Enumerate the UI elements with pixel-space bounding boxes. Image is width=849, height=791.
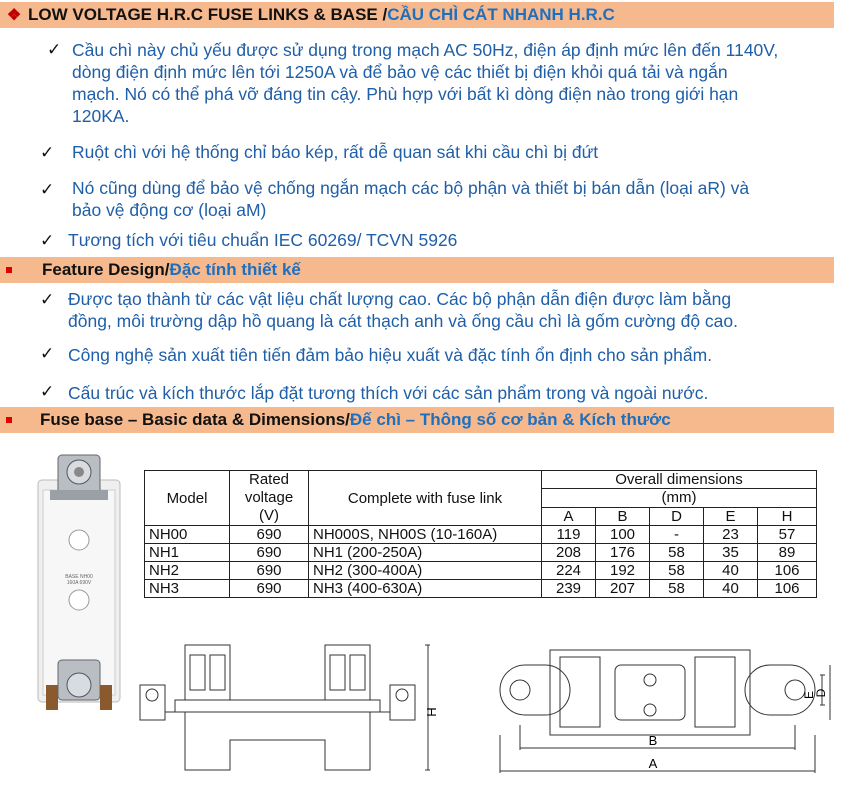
dim-label-h: H [424,707,439,717]
check-icon: ✓ [47,40,62,60]
check-icon: ✓ [40,180,55,200]
header-overall: Overall dimensions [542,471,817,489]
table-row: NH1 690 NH1 (200-250A) 208 176 58 35 89 [145,544,817,562]
section-header-3 [0,407,834,433]
svg-text:160A 690V: 160A 690V [66,580,92,586]
header-model: Model [145,471,230,526]
svg-text:BASE NH00: BASE NH00 [65,574,93,580]
dim-label-a: A [648,756,658,771]
dim-label-e: E [802,690,816,700]
section-title-en: Fuse base – Basic data & Dimensions/ [40,410,350,429]
diamond-bullet-icon: ❖ [6,7,22,24]
section-title-en: Feature Design/ [42,260,170,279]
check-icon: ✓ [40,290,55,310]
table-row: NH3 690 NH3 (400-630A) 239 207 58 40 106 [145,580,817,598]
table-row: NH2 690 NH2 (300-400A) 224 192 58 40 106 [145,562,817,580]
check-icon: ✓ [40,382,55,402]
dim-label-b: B [648,733,658,748]
header-dim-b: B [596,507,650,525]
table-row: NH00 690 NH000S, NH00S (10-160A) 119 100 - 23 57 [145,526,817,544]
list-item: Nó cũng dùng để bảo vệ chống ngắn mạch các bộ phận và thiết bị bán dẫn (loại aR) và bảo vệ động cơ (loại aM) [72,178,750,220]
list-item: Tương tích với tiêu chuẩn IEC 60269/ TCVN 5926 [68,230,458,250]
fuse-base-photo [28,450,128,730]
header-dim-d: D [650,507,704,525]
section-header-2 [0,257,834,283]
side-view-drawing [130,640,460,785]
header-dim-a: A [542,507,596,525]
section-title-vi: Đặc tính thiết kế [169,260,301,279]
check-icon: ✓ [40,344,55,364]
dim-label-d: D [814,688,828,698]
list-item: Cấu trúc và kích thước lắp đặt tương thích với các sản phẩm trong và ngoài nước. [68,383,709,403]
list-item: Cầu chì này chủ yếu được sử dụng trong mạch AC 50Hz, điện áp định mức lên đến 1140V, dòng điện định mức lên tới 1250A và để bảo vệ các thiết bị điện khỏi quá tải và ngắn mạch. Nó có thể phá vỡ đáng tin cậy. Phù hợp với bất kì dòng điện nào trong giới hạn 120KA. [72,40,779,126]
square-bullet-icon [6,417,12,423]
header-rated-voltage: Rated voltage (V) [230,471,309,526]
section-title-vi: CẦU CHÌ CÁT NHANH H.R.C [387,5,615,24]
check-icon: ✓ [40,231,55,251]
top-view-drawing [495,645,835,785]
check-icon: ✓ [40,143,55,163]
section-header-1 [0,2,834,28]
header-dim-h: H [758,507,817,525]
header-overall-unit: (mm) [542,489,817,507]
header-complete: Complete with fuse link [309,471,542,526]
list-item: Ruột chì với hệ thống chỉ báo kép, rất dễ quan sát khi cầu chì bị đứt [72,142,599,162]
list-item: Công nghệ sản xuất tiên tiến đảm bảo hiệu xuất và đặc tính ổn định cho sản phẩm. [68,345,713,365]
header-dim-e: E [704,507,758,525]
section-title-en: LOW VOLTAGE H.R.C FUSE LINKS & BASE / [28,5,388,24]
section-title-vi: Đế chì – Thông số cơ bản & Kích thước [349,410,671,429]
square-bullet-icon [6,267,12,273]
dimensions-table [144,470,817,598]
list-item: Được tạo thành từ các vật liệu chất lượng cao. Các bộ phận dẫn điện được làm bằng đồng, môi trường dập hồ quang là cát thạch anh và ống cầu chì là gốm cường độ cao. [68,289,739,331]
